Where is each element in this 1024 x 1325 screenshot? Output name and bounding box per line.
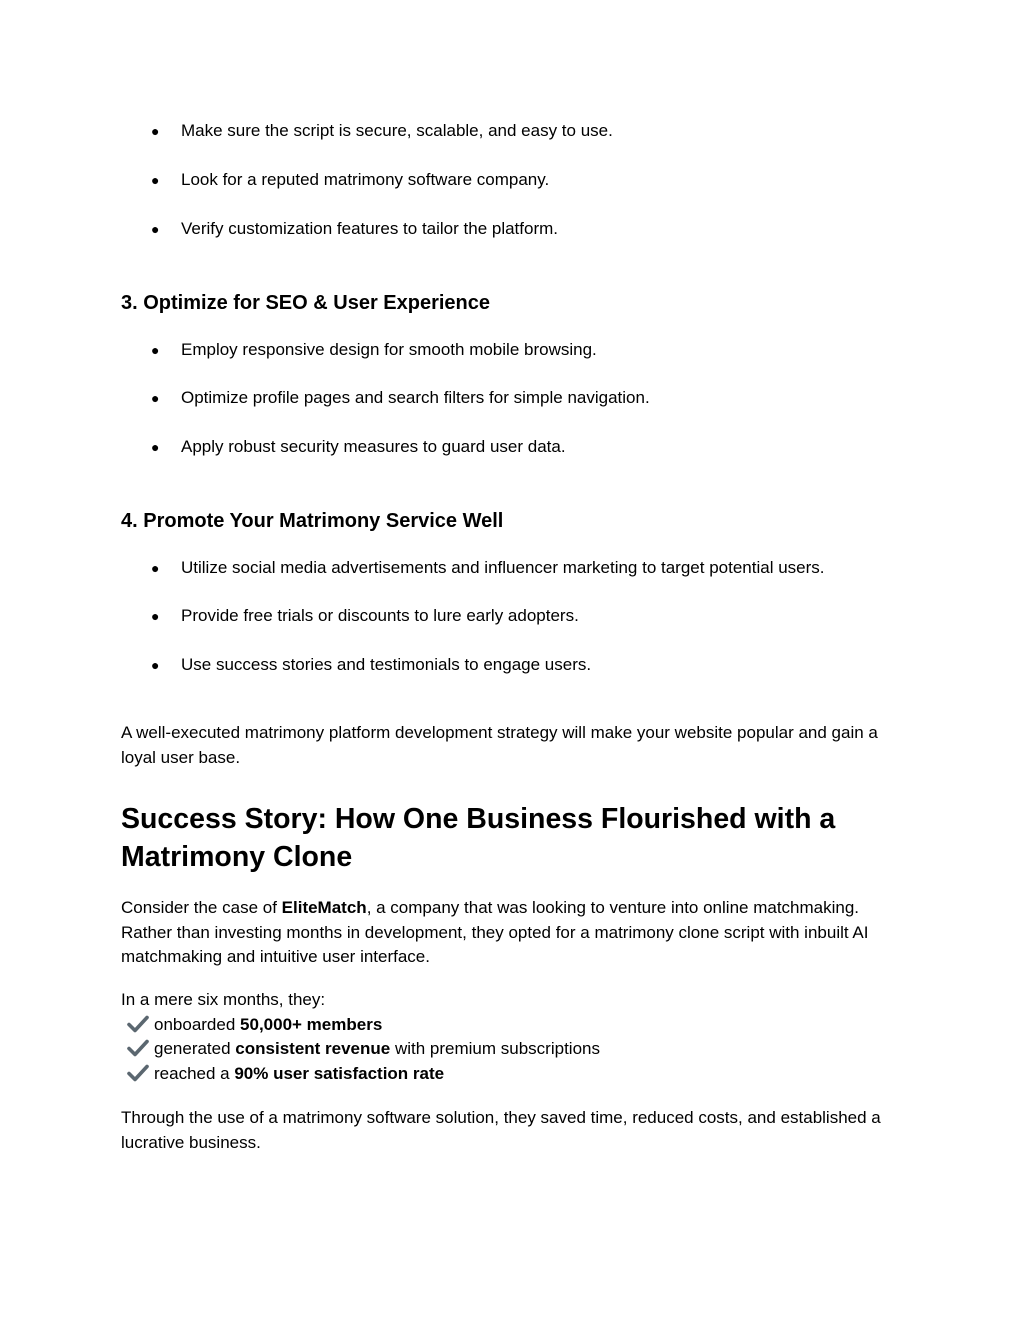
- check-mark-icon: [127, 1015, 149, 1033]
- list-item-text: Provide free trials or discounts to lure early adopters.: [181, 606, 579, 625]
- list-item-text: Apply robust security measures to guard user data.: [181, 437, 566, 456]
- intro-paragraph: [121, 896, 911, 970]
- check-item-text: onboarded: [154, 1015, 241, 1034]
- summary-paragraph: A well-executed matrimony platform development strategy will make your website popular and gain a loyal user base.: [121, 723, 878, 767]
- check-item-text-end: with premium subscriptions: [390, 1039, 600, 1058]
- bullet-icon: ●: [151, 221, 160, 237]
- bullet-icon: ●: [151, 172, 160, 188]
- bullet-icon: ●: [151, 657, 160, 673]
- section-heading: 4. Promote Your Matrimony Service Well: [121, 510, 504, 532]
- list-item-text: Employ responsive design for smooth mobile browsing.: [181, 340, 597, 359]
- check-item-highlight: consistent revenue: [235, 1039, 391, 1058]
- bullet-icon: ●: [151, 390, 160, 406]
- list-item-text: Verify customization features to tailor the platform.: [181, 219, 559, 238]
- bullet-icon: ●: [151, 439, 160, 455]
- list-item-text: Make sure the script is secure, scalable, and easy to use.: [181, 121, 613, 140]
- bullet-icon: ●: [151, 560, 160, 576]
- list-item-text: Look for a reputed matrimony software company.: [181, 170, 550, 189]
- check-mark-icon: [127, 1064, 149, 1082]
- check-item: [121, 1062, 444, 1087]
- list-item-text: Optimize profile pages and search filters for simple navigation.: [181, 388, 650, 407]
- check-mark-icon: [127, 1039, 149, 1057]
- section-heading: 3. Optimize for SEO & User Experience: [121, 292, 491, 314]
- check-item-text: generated: [154, 1039, 236, 1058]
- check-item-highlight: 90% user satisfaction rate: [234, 1064, 445, 1083]
- check-item: [121, 1013, 382, 1038]
- company-name: EliteMatch: [281, 898, 367, 917]
- list-item-text: Use success stories and testimonials to engage users.: [181, 655, 592, 674]
- bullet-icon: ●: [151, 342, 160, 358]
- check-item-highlight: 50,000+ members: [240, 1015, 383, 1034]
- bullet-icon: ●: [151, 123, 160, 139]
- intro-text-end: , a company that was looking to venture into online matchmaking. Rather than investing months in development, they opted for a matrimony clone script with inbuilt AI matchmaking and intuitive user interface.: [121, 898, 869, 966]
- check-item-text: reached a: [154, 1064, 235, 1083]
- success-story-heading: Success Story: How One Business Flourished with a Matrimony Clone: [121, 803, 836, 873]
- intro-text-start: Consider the case of: [121, 898, 282, 917]
- conclusion-paragraph: Through the use of a matrimony software solution, they saved time, reduced costs, and established a lucrative business.: [121, 1108, 881, 1152]
- bullet-icon: ●: [151, 608, 160, 624]
- list-item-text: Utilize social media advertisements and influencer marketing to target potential users.: [181, 558, 825, 577]
- lead-line: In a mere six months, they:: [121, 990, 326, 1009]
- check-item: [121, 1037, 600, 1062]
